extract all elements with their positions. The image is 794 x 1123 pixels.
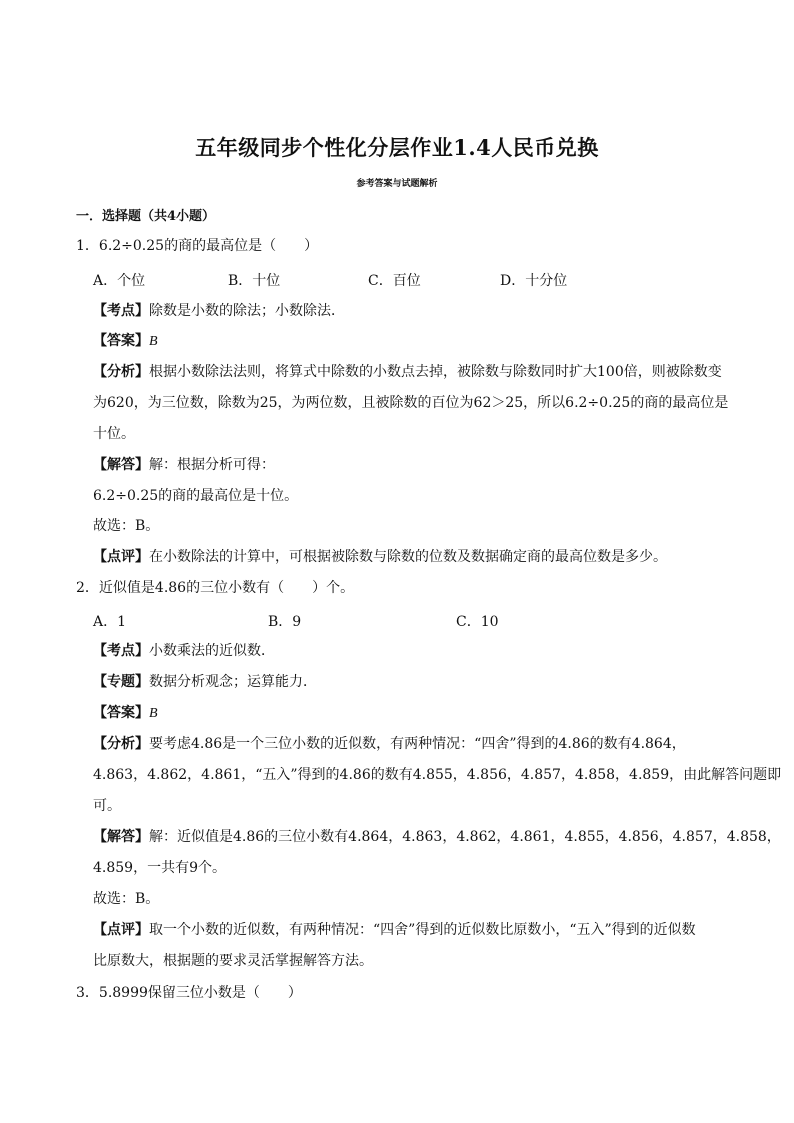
question-2-option-b: B．9 — [268, 614, 302, 630]
solution-tag: 【解答】 — [93, 457, 149, 473]
question-1-analysis-line-3: 十位。 — [93, 426, 135, 442]
question-2-solution-line-2: 4.859，一共有9个。 — [93, 860, 226, 876]
question-1-option-d: D．十分位 — [500, 273, 568, 289]
kaodian-tag: 【考点】 — [93, 303, 149, 319]
comment-text: 在小数除法的计算中，可根据被除数与除数的位数及数据确定商的最高位数是多少。 — [149, 549, 667, 565]
question-2-comment-line-1 — [93, 920, 696, 940]
question-2-analysis-line-2: 4.863，4.862，4.861，“五入”得到的4.86的数有4.855，4.856，4.857，4.858，4.859，由此解答问题即 — [93, 767, 782, 783]
answer-tag: 【答案】 — [93, 333, 149, 349]
answer-text: B — [149, 706, 158, 721]
comment-tag: 【点评】 — [93, 922, 149, 938]
question-1-analysis-line-2: 为620，为三位数，除数为25，为两位数，且被除数的百位为62＞25，所以6.2÷0.25的商的最高位是 — [93, 395, 729, 411]
question-2-topic — [93, 672, 317, 692]
question-2-stem: 2．近似值是4.86的三位小数有（ ）个。 — [76, 580, 355, 596]
page-title: 五年级同步个性化分层作业1.4人民币兑换 — [195, 135, 599, 160]
kaodian-tag: 【考点】 — [93, 643, 149, 659]
question-1-option-b: B．十位 — [228, 273, 281, 289]
question-2-kaodian — [93, 641, 275, 661]
question-1-choice: 故选：B。 — [93, 518, 160, 534]
analysis-tag: 【分析】 — [93, 364, 149, 380]
solution-text: 解：根据分析可得： — [149, 457, 275, 473]
analysis-text: 要考虑4.86是一个三位小数的近似数，有两种情况：“四舍”得到的4.86的数有4.864， — [149, 736, 686, 752]
analysis-tag: 【分析】 — [93, 736, 149, 752]
kaodian-text: 除数是小数的除法；小数除法． — [149, 303, 345, 319]
question-1-solution-line-1 — [93, 455, 275, 475]
question-2-analysis-line-3: 可。 — [93, 798, 121, 814]
question-1-comment — [93, 547, 667, 567]
question-1-kaodian — [93, 301, 345, 321]
question-1-answer — [93, 331, 158, 352]
solution-tag: 【解答】 — [93, 829, 149, 845]
question-2-option-c: C．10 — [456, 614, 499, 630]
topic-text: 数据分析观念；运算能力． — [149, 674, 317, 690]
question-3-stem: 3．5.8999保留三位小数是（ ） — [76, 985, 302, 1001]
page-subtitle: 参考答案与试题解析 — [356, 179, 438, 189]
question-1-option-a: A．个位 — [93, 273, 146, 289]
analysis-text: 根据小数除法法则，将算式中除数的小数点去掉，被除数与除数同时扩大100倍，则被除数变 — [149, 364, 722, 380]
answer-tag: 【答案】 — [93, 705, 149, 721]
question-1-stem: 1．6.2÷0.25的商的最高位是（ ） — [76, 238, 319, 254]
question-1-analysis-line-1 — [93, 362, 722, 382]
question-2-option-a: A．1 — [93, 614, 127, 630]
answer-text: B — [149, 334, 158, 349]
question-1-option-c: C．百位 — [368, 273, 421, 289]
comment-tag: 【点评】 — [93, 549, 149, 565]
question-1-solution-line-2: 6.2÷0.25的商的最高位是十位。 — [93, 488, 299, 504]
comment-text: 取一个小数的近似数，有两种情况：“四舍”得到的近似数比原数小，“五入”得到的近似数 — [149, 922, 696, 938]
question-2-choice: 故选：B。 — [93, 891, 160, 907]
kaodian-text: 小数乘法的近似数． — [149, 643, 275, 659]
section-heading: 一．选择题（共4小题） — [76, 209, 216, 224]
question-2-answer — [93, 703, 158, 724]
topic-tag: 【专题】 — [93, 674, 149, 690]
question-2-solution-line-1 — [93, 827, 781, 847]
question-2-analysis-line-1 — [93, 734, 686, 754]
question-2-comment-line-2: 比原数大，根据题的要求灵活掌握解答方法。 — [93, 953, 373, 969]
solution-text: 解：近似值是4.86的三位小数有4.864，4.863，4.862，4.861，4.855，4.856，4.857，4.858， — [149, 829, 781, 845]
